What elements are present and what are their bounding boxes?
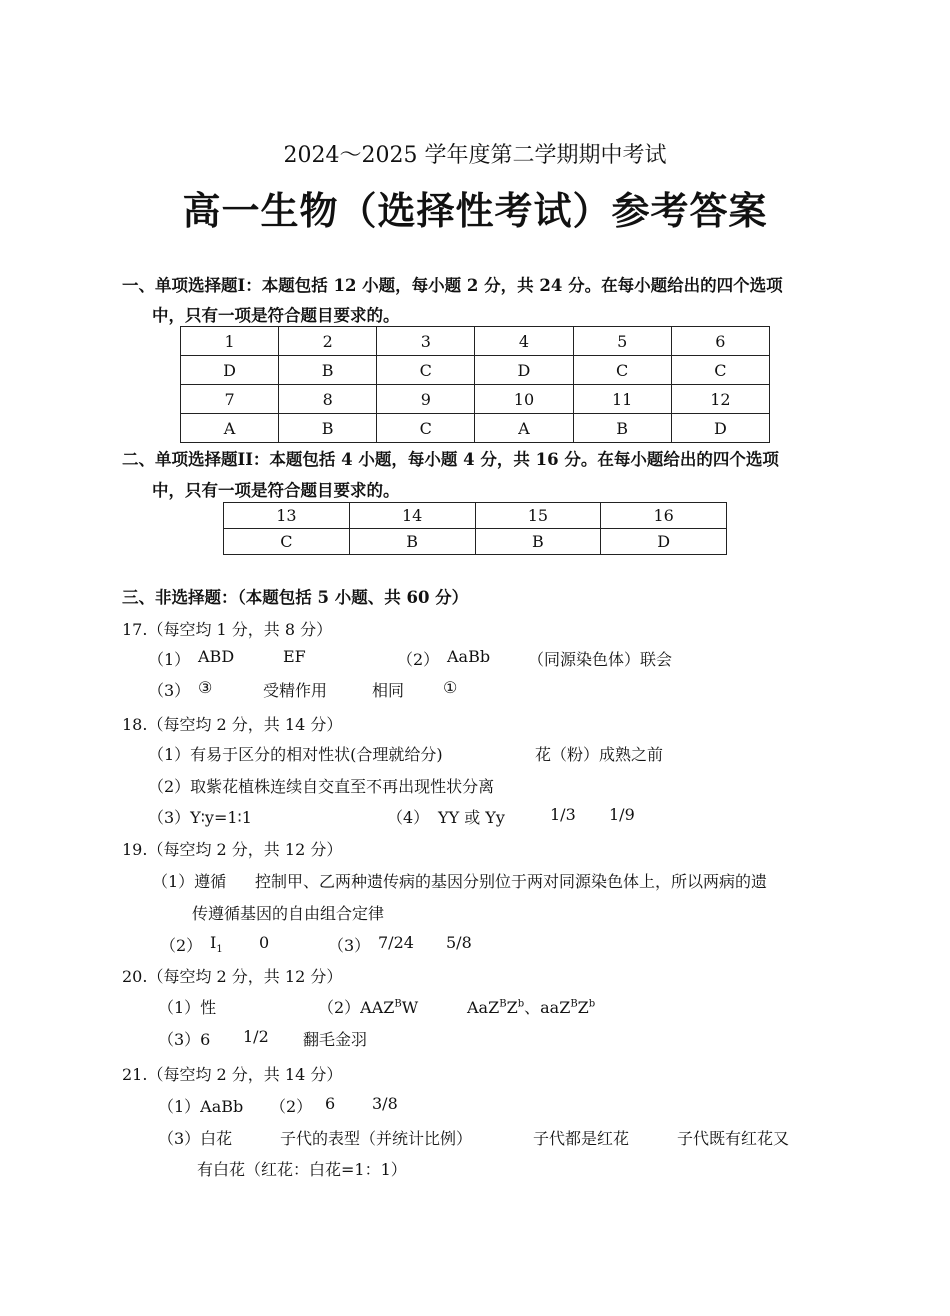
q17-title: 17.（每空均 1 分，共 8 分） [122, 620, 333, 639]
section2-heading: 二、单项选择题II：本题包括 4 小题，每小题 4 分，共 16 分。在每小题给出的四个选项 [122, 450, 779, 469]
table-cell: 6 [671, 327, 769, 356]
q17-part1-label: （1） [148, 650, 191, 669]
section2-heading-cont: 中，只有一项是符合题目要求的。 [152, 481, 400, 500]
q19-answer-main: I [210, 933, 217, 952]
table-cell: 1 [181, 327, 279, 356]
q19-answer [210, 933, 223, 955]
q19-part2-label: （2） [160, 936, 203, 955]
table-cell: B [475, 529, 601, 555]
section2-answer-table [223, 502, 727, 555]
table-cell: B [279, 414, 377, 443]
q19-part3-label: （3） [328, 936, 371, 955]
table-cell: C [377, 356, 475, 385]
table-row [181, 414, 770, 443]
q20-text: Z [577, 998, 589, 1017]
q17-answer: AaBb [447, 647, 491, 666]
table-cell: 15 [475, 503, 601, 529]
q21-answer: 6 [325, 1094, 336, 1113]
table-cell: B [279, 356, 377, 385]
q19-title: 19.（每空均 2 分，共 12 分） [122, 840, 343, 859]
table-cell: 10 [475, 385, 573, 414]
q20-text: W [401, 998, 419, 1017]
table-cell: 5 [573, 327, 671, 356]
table-cell: B [573, 414, 671, 443]
q20-sup: B [499, 998, 507, 1010]
table-cell: 13 [224, 503, 350, 529]
table-cell: B [349, 529, 475, 555]
q17-part3-label: （3） [148, 681, 191, 700]
q20-answer [318, 995, 418, 1018]
table-cell: A [181, 414, 279, 443]
q18-answer: YY 或 Yy [438, 808, 505, 827]
q20-text: 、aaZ [524, 998, 571, 1017]
q17-answer: ① [443, 678, 458, 697]
q21-line2: （3）白花 [158, 1129, 233, 1148]
table-cell: 14 [349, 503, 475, 529]
q20-line2: （3）6 [158, 1030, 211, 1049]
q20-answer: 翻毛金羽 [303, 1030, 368, 1049]
q18-answer: 1/3 [550, 805, 576, 824]
q19-answer: 0 [259, 933, 270, 952]
table-cell: 16 [601, 503, 727, 529]
table-cell: C [671, 356, 769, 385]
table-cell: C [224, 529, 350, 555]
section1-heading: 一、单项选择题I：本题包括 12 小题，每小题 2 分，共 24 分。在每小题给出的四个选项 [122, 276, 783, 295]
table-row [181, 385, 770, 414]
q21-answer: 子代的表型（并统计比例） [280, 1129, 473, 1148]
table-cell: 7 [181, 385, 279, 414]
exam-subtitle: 2024～2025 学年度第二学期期中考试 [283, 143, 667, 168]
section3-heading: 三、非选择题：（本题包括 5 小题、共 60 分） [122, 588, 469, 607]
page-title: 高一生物（选择性考试）参考答案 [182, 188, 768, 233]
q20-text: （2）AAZ [318, 998, 395, 1017]
q19-answer: 控制甲、乙两种遗传病的基因分别位于两对同源染色体上，所以两病的遗 [255, 872, 768, 891]
q17-part2-label: （2） [397, 650, 440, 669]
q21-answer: 子代既有红花又 [677, 1129, 790, 1148]
q17-answer: 受精作用 [263, 681, 328, 700]
table-cell: A [475, 414, 573, 443]
table-cell: D [601, 529, 727, 555]
q21-answer: 3/8 [372, 1094, 398, 1113]
table-cell: 2 [279, 327, 377, 356]
table-cell: C [573, 356, 671, 385]
q18-line3: （3）Y∶y=1∶1 [148, 808, 252, 827]
table-cell: D [181, 356, 279, 385]
q17-answer: 相同 [372, 681, 405, 700]
section1-answer-table [180, 326, 770, 443]
q17-answer: EF [283, 647, 306, 666]
q19-answer: 7/24 [378, 933, 414, 952]
q20-sup: B [570, 998, 578, 1010]
table-cell: 9 [377, 385, 475, 414]
q19-answer: 5/8 [446, 933, 472, 952]
table-cell: D [671, 414, 769, 443]
section1-heading-cont: 中，只有一项是符合题目要求的。 [152, 306, 400, 325]
q17-answer: ③ [198, 678, 213, 697]
q18-line2: （2）取紫花植株连续自交直至不再出现性状分离 [148, 777, 495, 796]
q20-line1: （1）性 [158, 998, 217, 1017]
q18-line1: （1）有易于区分的相对性状(合理就给分) [148, 745, 443, 764]
q19-line1: （1）遵循 [152, 872, 227, 891]
table-cell: 3 [377, 327, 475, 356]
table-cell: D [475, 356, 573, 385]
q20-title: 20.（每空均 2 分，共 12 分） [122, 967, 343, 986]
q19-line2: 传遵循基因的自由组合定律 [192, 904, 385, 923]
q20-sup: b [588, 998, 596, 1010]
q20-answer [467, 995, 595, 1018]
q20-text: Z [506, 998, 518, 1017]
q19-answer-sub: 1 [216, 944, 223, 956]
table-cell: 11 [573, 385, 671, 414]
table-cell: 12 [671, 385, 769, 414]
table-cell: C [377, 414, 475, 443]
q18-answer: 花（粉）成熟之前 [535, 745, 664, 764]
q21-line1: （1）AaBb [158, 1097, 244, 1116]
q18-part4-label: （4） [387, 808, 430, 827]
q21-part2-label: （2） [270, 1097, 313, 1116]
q20-sup: b [517, 998, 525, 1010]
q17-answer: ABD [198, 647, 235, 666]
q20-sup: B [394, 998, 402, 1010]
table-row [224, 503, 727, 529]
q21-line3: 有白花（红花：白花=1：1） [197, 1160, 407, 1179]
table-row [181, 356, 770, 385]
q21-answer: 子代都是红花 [533, 1129, 630, 1148]
table-row [224, 529, 727, 555]
q20-answer: 1/2 [243, 1027, 269, 1046]
q21-title: 21.（每空均 2 分，共 14 分） [122, 1065, 343, 1084]
table-row [181, 327, 770, 356]
table-cell: 8 [279, 385, 377, 414]
q17-answer: （同源染色体）联会 [528, 650, 673, 669]
table-cell: 4 [475, 327, 573, 356]
q18-title: 18.（每空均 2 分，共 14 分） [122, 715, 343, 734]
q20-text: AaZ [467, 998, 500, 1017]
q18-answer: 1/9 [609, 805, 635, 824]
